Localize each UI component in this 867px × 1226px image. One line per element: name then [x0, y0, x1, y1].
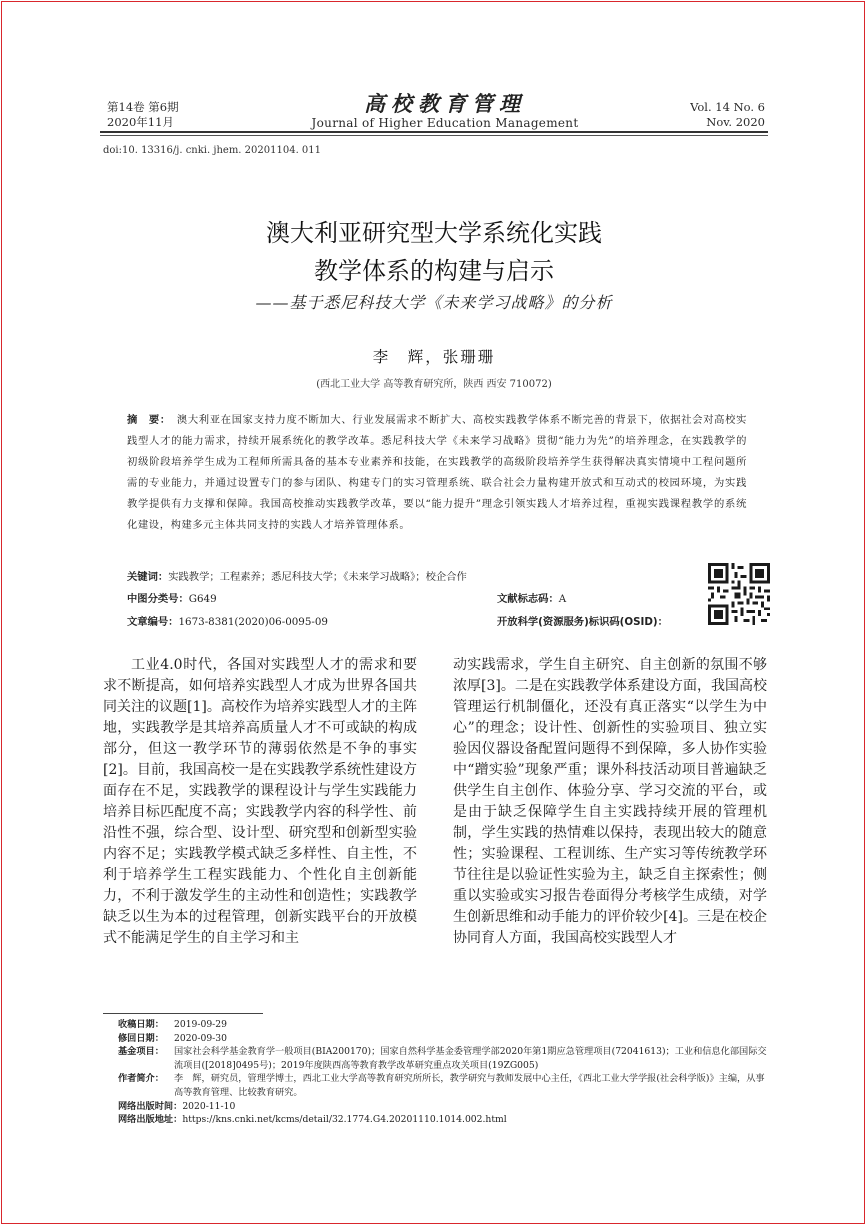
footnote-rule [103, 1013, 263, 1014]
keywords [127, 569, 687, 585]
title-line-1: 澳大利亚研究型大学系统化实践 [266, 219, 602, 247]
header-left [107, 100, 179, 130]
keywords-text: 实践教学；工程素养；悉尼科技大学；《未来学习战略》；校企合作 [168, 571, 467, 583]
pub-time-label: 网络出版时间： [118, 1100, 183, 1112]
keywords-label: 关键词： [127, 571, 169, 583]
footnote-pub-time [118, 1100, 768, 1114]
abstract [127, 410, 747, 536]
pub-url-label: 网络出版地址： [118, 1114, 183, 1126]
body-paragraph: 动实践需求，学生自主研究、自主创新的氛围不够浓厚[3]。二是在实践教学体系建设方面，我国高校管理运行机制僵化，还没有真正落实“以学生为中心”的理念；设计性、创新性的实验项目、独立实验因仪器设备配置问题得不到保障，多人协作实验中“蹭实验”现象严重；课外科技活动项目普遍缺乏供学生自主创作、体验分享、学习交流的平台，或是由于缺乏保障学生自主实践持续开展的管理机制，学生实践的热情难以保持，表现出较大的随意性；实验课程、工程训练、生产实习等传统教学环节往往是以验证性实验为主，缺乏自主探索性；侧重以实验或实习报告卷面得分考核学生成绩，对学生创新思维和动手能力的评价较少[4]。三是在校企协同育人方面，我国高校实践型人才 [453, 657, 767, 946]
article-number [127, 614, 328, 630]
author-bio-text: 李 辉，研究员，管理学博士，西北工业大学高等教育研究所所长，教学研究与教师发展中心主任，《西北工业大学学报(社会科学版)》主编，从事高等教育管理、比较教育研究。 [174, 1073, 765, 1098]
header-right [683, 100, 765, 130]
title-line-2: 教学体系的构建与启示 [314, 257, 554, 285]
date-cn: 2020年11月 [107, 115, 174, 129]
article-title [100, 214, 768, 290]
osid-label: 开放科学(资源服务)标识码(OSID)： [497, 616, 668, 628]
osid [497, 614, 668, 630]
revised-label: 修回日期： [118, 1032, 164, 1044]
body-column-left [103, 655, 417, 949]
footnote-fund [118, 1045, 768, 1072]
affiliation: (西北工业大学 高等教育研究所，陕西 西安 710072) [316, 379, 552, 390]
clc-number [127, 591, 217, 607]
footnote-received [118, 1018, 768, 1032]
header-rule-thin [100, 135, 768, 136]
doi: doi:10. 13316/j. cnki. jhem. 20201104. 011 [103, 145, 322, 156]
footnote-revised [118, 1032, 768, 1046]
volume-issue-cn: 第14卷 第6期 [107, 100, 179, 114]
qr-code-icon[interactable] [708, 563, 770, 625]
received-label: 收稿日期： [118, 1019, 164, 1030]
article-number-value: 1673-8381(2020)06-0095-09 [178, 616, 328, 628]
document-code-label: 文献标志码： [497, 593, 559, 605]
received-date: 2019-09-29 [174, 1019, 227, 1030]
fund-text: 国家社会科学基金教育学一般项目(BIA200170)；国家自然科学基金委管理学部2020年第1期应急管理项目(72041613)；工业和信息化部国际交流项目([2018]0495号)；2019年度陕西高等教育教学改革研究重点攻关项目(19ZG005) [174, 1046, 767, 1071]
footnote [118, 1018, 768, 1127]
footnote-author [118, 1072, 768, 1099]
journal-name-en: Journal of Higher Education Management [311, 116, 579, 130]
revised-date: 2020-09-30 [174, 1032, 227, 1044]
clc-label: 中图分类号： [127, 593, 189, 605]
article-number-label: 文章编号： [127, 616, 179, 628]
fund-label: 基金项目： [118, 1046, 164, 1058]
article-subtitle: ——基于悉尼科技大学《未来学习战略》的分析 [255, 293, 613, 312]
volume-issue-en: Vol. 14 No. 6 [690, 100, 765, 114]
header-rule-thick [100, 131, 768, 133]
clc-value: G649 [188, 593, 217, 605]
date-en: Nov. 2020 [706, 115, 765, 129]
authors: 李 辉，张珊珊 [372, 348, 496, 366]
journal-masthead [300, 92, 590, 131]
footnote-pub-url [118, 1113, 768, 1127]
abstract-text: 澳大利亚在国家支持力度不断加大、行业发展需求不断扩大、高校实践教学体系不断完善的背景下，依据社会对高校实践型人才的能力需求，持续开展系统化的教学改革。悉尼科技大学《未来学习战略》贯彻“能力为先”的培养理念，在实践教学的初级阶段培养学生成为工程师所需具备的基本专业素养和技能，在实践教学的高级阶段培养学生获得解决真实情境中工程问题所需的专业能力，并通过设置专门的参与团队、构建专门的实习管理系统、联合社会力量构建开放式和互动式的校园环境，为实践教学提供有力支撑和保障。我国高校推动实践教学改革，要以“能力提升”理念引领实践人才培养过程，重视实践课程教学的系统化建设，构建多元主体共同支持的实践人才培养管理体系。 [127, 414, 748, 531]
author-bio-label: 作者简介： [118, 1073, 164, 1085]
pub-time-value: 2020-11-10 [182, 1100, 236, 1112]
pub-url-link[interactable]: https://kns.cnki.net/kcms/detail/32.1774.G4.20201110.1014.002.html [182, 1114, 507, 1126]
abstract-label: 摘 要： [127, 414, 171, 426]
document-code-value: A [558, 593, 567, 605]
body-column-right [453, 655, 767, 949]
body-paragraph: 工业4.0时代，各国对实践型人才的需求和要求不断提高，如何培养实践型人才成为世界各国共同关注的议题[1]。高校作为培养实践型人才的主阵地，实践教学是其培养高质量人才不可或缺的构成部分，但这一教学环节的薄弱依然是不争的事实[2]。目前，我国高校一是在实践教学系统性建设方面存在不足，实践教学的课程设计与学生实践能力培养目标匹配度不高；实践教学内容的科学性、前沿性不强，综合型、设计型、研究型和创新型实验内容不足；实践教学模式缺乏多样性、自主性，不利于培养学生工程实践能力、个性化自主创新能力，不利于激发学生的主动性和创造性；实践教学缺乏以生为本的过程管理，创新实践平台的开放模式不能满足学生的自主学习和主 [103, 657, 417, 946]
journal-logo-cn: 高校教育管理 [364, 91, 526, 116]
document-code [497, 591, 566, 607]
